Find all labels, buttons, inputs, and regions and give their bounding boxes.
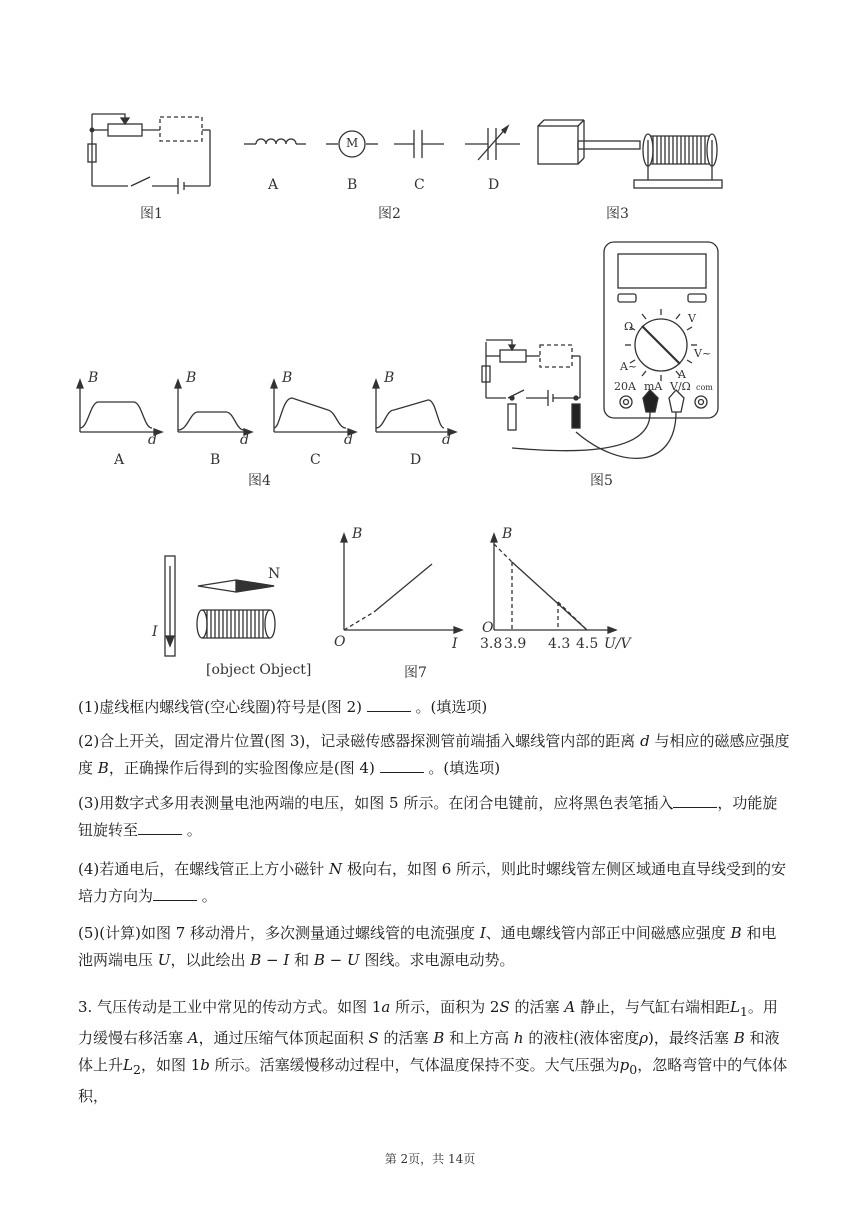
q4-text-b: 极向右，如图 6 所示，则此时螺线管左侧区域通电直导线受到的安培力方向为 <box>78 860 787 905</box>
p3-var-l1-sub: 1 <box>739 1004 748 1019</box>
fig3-sensor-solenoid <box>538 120 722 188</box>
q4-var-n: N <box>329 860 343 878</box>
p3-var-s: S <box>499 998 510 1016</box>
p3-var-b-piston: B <box>433 1029 445 1047</box>
fig7-left-xlabel: I <box>452 636 458 652</box>
fig4-b-ylabel: B <box>186 370 197 386</box>
q2-line2: 度 B <box>78 759 109 777</box>
fig2-label-b: B <box>347 177 358 193</box>
q5-var-bi: B − I <box>250 951 290 969</box>
q3-answer-blank-2[interactable] <box>138 820 182 835</box>
question-4 <box>78 856 790 910</box>
fig4-d-ylabel: B <box>384 370 395 386</box>
fig5-black-probe[interactable] <box>643 390 658 412</box>
p3-text-f: ，通过压缩气体顶起面积 <box>198 1029 364 1047</box>
fig6-wire-and-solenoid <box>165 556 275 656</box>
fig4-d-xlabel: d <box>442 432 451 448</box>
fig5-multimeter <box>512 242 718 458</box>
fig7-left-graph <box>341 534 462 633</box>
fig6-coil-windings <box>207 610 263 638</box>
fig3-probe <box>578 141 640 149</box>
fig2-option-a-inductor <box>244 139 306 144</box>
fig5-dial-ohm: Ω <box>624 320 634 333</box>
p3-var-b: b <box>200 1056 210 1074</box>
fig4-caption: 图4 <box>248 473 271 489</box>
fig4-option-a: A <box>114 452 125 468</box>
p3-text-m: 所示。活塞缓慢移动过程中，气体温度保持不变。大气压强为 <box>214 1056 620 1074</box>
fig6-current-label: I <box>152 624 158 640</box>
p3-var-l2: L <box>123 1056 133 1074</box>
question-2 <box>78 728 790 782</box>
fig5-probe-right <box>572 404 580 428</box>
p3-var-p0-sub: 0 <box>629 1062 638 1077</box>
q2-answer-blank[interactable] <box>380 758 424 773</box>
p3-text-e: 。用力缓慢右移活塞 <box>78 998 778 1047</box>
fig5-display <box>618 254 706 288</box>
q5-text-a: (5)(计算)如图 7 移动滑片，多次测量通过螺线管的电流强度 <box>78 924 476 942</box>
fig4-graph-d <box>373 380 456 435</box>
q3-text-c: 。 <box>186 821 202 839</box>
page-footer: 第 2页，共 14页 <box>384 1152 476 1166</box>
fig5-dial-a-ac: A~ <box>620 360 638 373</box>
fig4-option-d: D <box>410 452 422 468</box>
fig5-jack-ma-label: mA <box>644 380 663 393</box>
fig2-caption: 图2 <box>378 206 401 222</box>
fig7-right-graph <box>491 534 616 633</box>
fig3-sensor-box <box>538 126 578 164</box>
q2-text-b: 与相应的磁感应强度 <box>654 732 790 750</box>
fig5-caption: 图5 <box>590 473 613 489</box>
fig2-label-d: D <box>488 177 500 193</box>
q5-text-e: 和 <box>294 951 310 969</box>
p3-var-s-2: S <box>368 1029 379 1047</box>
fig7-right-tick-4-3: 4.3 <box>548 636 571 652</box>
q5-text-c: 和电池两端电压 <box>78 924 777 969</box>
q2-var-b: B <box>97 759 109 777</box>
p3-text-l: ，如图 1 <box>140 1056 201 1074</box>
fig5-jack-20a-label: 20A <box>614 380 636 393</box>
fig7-caption: 图7 <box>404 665 427 681</box>
p3-var-a: a <box>381 998 391 1016</box>
p3-var-a-piston: A <box>564 998 576 1016</box>
q3-text-a: (3)用数字式多用表测量电池两端的电压，如图 5 所示。在闭合电键前，应将黑色表笔插入 <box>78 794 674 812</box>
p3-text-a: 3. 气压传动是工业中常见的传动方式。如图 1 <box>78 998 382 1016</box>
fig1-circuit <box>88 114 210 194</box>
p3-text-i: 的液柱(液体密度 <box>528 1029 640 1047</box>
question-3 <box>78 790 790 844</box>
question-1 <box>78 694 790 721</box>
fig6-needle-label: N <box>268 566 281 582</box>
p3-var-p0: p <box>619 1056 630 1074</box>
q4-answer-blank[interactable] <box>153 886 197 901</box>
q5-var-bu: B − U <box>313 951 360 969</box>
fig4-c-xlabel: d <box>344 432 353 448</box>
p3-text-g: 的活塞 <box>383 1029 429 1047</box>
p3-text-h: 和上方高 <box>449 1029 510 1047</box>
fig3-caption: 图3 <box>606 206 629 222</box>
q5-text-f: 图线。求电源电动势。 <box>364 951 515 969</box>
problem-3 <box>78 994 790 1110</box>
fig2-motor-letter: M <box>346 136 359 150</box>
q3-answer-blank-1[interactable] <box>673 793 717 808</box>
fig1-rheostat <box>108 124 142 136</box>
fig2-label-c: C <box>414 177 425 193</box>
q2-text-e: 。(填选项) <box>428 759 501 777</box>
fig2-option-d-variable-capacitor <box>465 126 520 160</box>
fig5-dial-v-ac: V~ <box>694 347 712 360</box>
p3-var-l2-sub: 2 <box>132 1062 141 1077</box>
fig5-circuit <box>482 340 580 430</box>
q1-text-b: 。(填选项) <box>415 698 488 716</box>
p3-text-n: ，忽略弯管中的气体体积， <box>78 1056 788 1105</box>
fig4-a-ylabel: B <box>88 370 99 386</box>
fig7-right-tick-4-5: 4.5 <box>576 636 599 652</box>
p3-text-b: 所示，面积为 2 <box>395 998 500 1016</box>
question-5 <box>78 920 790 974</box>
fig4-b-xlabel: d <box>240 432 249 448</box>
p3-var-h: h <box>513 1029 524 1047</box>
q2-text-c: ，正确操作后得到的实验图像应是(图 4) <box>108 759 375 777</box>
q5-var-i: I <box>479 924 486 942</box>
fig1-caption: 图1 <box>140 206 163 222</box>
fig4-c-ylabel: B <box>282 370 293 386</box>
fig7-right-ylabel: B <box>502 526 513 542</box>
fig4-graph-b <box>175 380 252 435</box>
p3-var-rho: ρ <box>639 1029 649 1047</box>
fig5-red-probe[interactable] <box>669 390 684 412</box>
fig3-base <box>634 180 722 188</box>
fig5-jack-20a[interactable] <box>620 396 632 408</box>
q1-text-a: (1)虚线框内螺线管(空心线圈)符号是(图 2) <box>78 698 362 716</box>
fig2-option-c-capacitor <box>394 130 444 158</box>
fig1-dashed-box <box>160 117 202 141</box>
fig7-right-xunit: U/V <box>604 636 631 652</box>
fig7-left-ylabel: B <box>352 526 363 542</box>
p3-text-j: )，最终活塞 <box>648 1029 729 1047</box>
fig5-dial-a: A <box>678 368 686 381</box>
p3-var-l1: L <box>729 998 740 1016</box>
q4-text-c: 。 <box>201 887 217 905</box>
fig7-right-tick-3-9: 3.9 <box>504 636 527 652</box>
fig5-dial-v: V <box>688 312 696 325</box>
fig7-right-origin: O <box>482 620 494 636</box>
fig7-right-tick-3-8: 3.8 <box>480 636 503 652</box>
p3-var-b-piston-2: B <box>733 1029 745 1047</box>
fig2-label-a: A <box>268 177 279 193</box>
q5-var-b: B <box>730 924 742 942</box>
fig5-jack-vohm-label: V/Ω <box>670 380 691 393</box>
fig5-jack-com-label: com <box>696 383 713 392</box>
fig4-option-b: B <box>210 452 221 468</box>
p3-text-c: 的活塞 <box>514 998 560 1016</box>
q5-text-d: ，以此绘出 <box>170 951 246 969</box>
q5-text-b: 、通电螺线管内部正中间磁感应强度 <box>485 924 726 942</box>
fig5-jack-com[interactable] <box>695 396 707 408</box>
fig4-a-xlabel: d <box>148 432 157 448</box>
p3-text-d: 静止，与气缸右端相距 <box>579 998 730 1016</box>
q2-text-a: (2)合上开关，固定滑片位置(图 3)，记录磁传感器探测管前端插入螺线管内部的距离 <box>78 732 636 750</box>
fig4-graph-a <box>77 380 162 435</box>
fig7-left-origin: O <box>334 634 346 650</box>
q1-answer-blank[interactable] <box>367 697 411 712</box>
fig3-coil-windings <box>650 136 710 164</box>
fig6-caption: [object Object] <box>206 662 312 678</box>
fig1-switch <box>131 177 150 186</box>
p3-text-k: 和液体上升 <box>78 1029 780 1074</box>
q3-text-b: ，功能旋钮旋转至 <box>78 794 778 839</box>
p3-var-a-piston-2: A <box>187 1029 199 1047</box>
fig4-option-c: C <box>310 452 321 468</box>
fig5-probe-left <box>508 404 516 430</box>
q5-var-u: U <box>157 951 171 969</box>
q4-text-a: (4)若通电后，在螺线管正上方小磁针 <box>78 860 325 878</box>
fig4-graph-c <box>271 380 356 435</box>
q2-var-d: d <box>640 732 650 750</box>
